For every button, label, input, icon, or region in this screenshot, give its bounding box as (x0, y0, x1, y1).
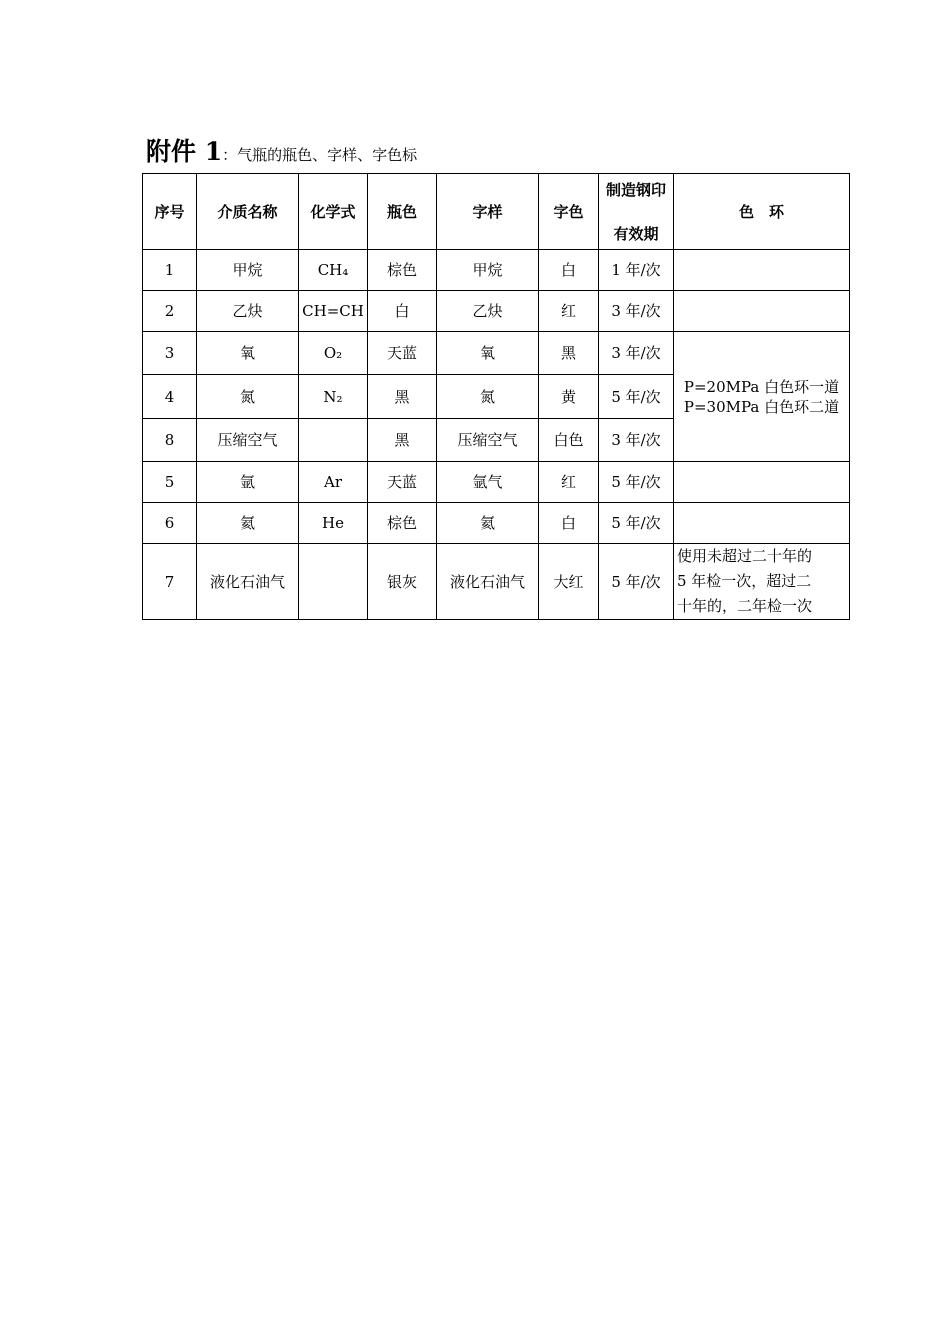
table-row (143, 462, 850, 503)
cell-marking-color: 白 (539, 250, 599, 291)
cell-marking-color: 大红 (539, 544, 599, 620)
header-seq: 序号 (143, 174, 197, 250)
cell-bottle-color: 白 (368, 291, 437, 332)
header-medium: 介质名称 (197, 174, 299, 250)
cell-validity: 3 年/次 (599, 291, 674, 332)
cell-marking: 液化石油气 (437, 544, 539, 620)
cell-marking-color: 黄 (539, 375, 599, 419)
cell-marking-color: 红 (539, 462, 599, 503)
cell-validity: 5 年/次 (599, 375, 674, 419)
cell-validity: 5 年/次 (599, 544, 674, 620)
cell-seq: 7 (143, 544, 197, 620)
cell-marking-color: 白 (539, 503, 599, 544)
note-line-3: 十年的，二年检一次 (677, 597, 813, 615)
cell-medium: 氦 (197, 503, 299, 544)
cell-formula: O₂ (299, 332, 368, 375)
cell-medium: 液化石油气 (197, 544, 299, 620)
cell-seq: 6 (143, 503, 197, 544)
gas-cylinder-table (142, 173, 850, 620)
table-row (143, 250, 850, 291)
table-row (143, 544, 850, 620)
cell-validity: 3 年/次 (599, 419, 674, 462)
cell-bottle-color: 黑 (368, 375, 437, 419)
cell-bottle-color: 黑 (368, 419, 437, 462)
cell-bottle-color: 棕色 (368, 503, 437, 544)
cell-bottle-color: 天蓝 (368, 462, 437, 503)
cell-marking: 氧 (437, 332, 539, 375)
cell-marking: 压缩空气 (437, 419, 539, 462)
header-marking: 字样 (437, 174, 539, 250)
cell-seq: 1 (143, 250, 197, 291)
cell-ring-inspection-note (674, 544, 850, 620)
cell-medium: 氮 (197, 375, 299, 419)
cell-marking: 氩气 (437, 462, 539, 503)
cell-formula: Ar (299, 462, 368, 503)
cell-bottle-color: 银灰 (368, 544, 437, 620)
cell-formula (299, 419, 368, 462)
cell-ring (674, 503, 850, 544)
cell-validity: 3 年/次 (599, 332, 674, 375)
cell-marking-color: 黑 (539, 332, 599, 375)
cell-formula: CH₄ (299, 250, 368, 291)
ring-line-20mpa: P=20MPa 白色环一道 (683, 377, 840, 396)
cell-formula: CH=CH (299, 291, 368, 332)
cell-marking: 甲烷 (437, 250, 539, 291)
attachment-label: 附件 1 (146, 137, 223, 166)
cell-bottle-color: 棕色 (368, 250, 437, 291)
header-marking-color: 字色 (539, 174, 599, 250)
cell-formula: He (299, 503, 368, 544)
cell-validity: 5 年/次 (599, 503, 674, 544)
header-stamp-line1: 制造钢印 (605, 180, 666, 199)
attachment-heading (146, 132, 417, 168)
cell-medium: 甲烷 (197, 250, 299, 291)
cell-medium: 压缩空气 (197, 419, 299, 462)
cell-marking-color: 红 (539, 291, 599, 332)
cell-validity: 5 年/次 (599, 462, 674, 503)
cell-marking: 乙炔 (437, 291, 539, 332)
cell-ring (674, 291, 850, 332)
cell-formula: N₂ (299, 375, 368, 419)
cell-seq: 4 (143, 375, 197, 419)
header-stamp-validity (599, 174, 674, 250)
table-row (143, 332, 850, 375)
header-stamp-line2: 有效期 (613, 224, 659, 243)
cell-marking: 氦 (437, 503, 539, 544)
cell-marking-color: 白色 (539, 419, 599, 462)
note-line-2: 5 年检一次，超过二 (677, 572, 812, 590)
cell-seq: 8 (143, 419, 197, 462)
header-formula: 化学式 (299, 174, 368, 250)
header-bottle-color: 瓶色 (368, 174, 437, 250)
cell-medium: 乙炔 (197, 291, 299, 332)
note-line-1: 使用未超过二十年的 (677, 547, 813, 565)
cell-seq: 3 (143, 332, 197, 375)
cell-ring (674, 462, 850, 503)
attachment-subtitle: ：气瓶的瓶色、字样、字色标 (222, 146, 418, 164)
cell-ring (674, 250, 850, 291)
header-ring: 色 环 (674, 174, 850, 250)
cell-medium: 氩 (197, 462, 299, 503)
table-row (143, 291, 850, 332)
cell-formula (299, 544, 368, 620)
cell-bottle-color: 天蓝 (368, 332, 437, 375)
cell-seq: 5 (143, 462, 197, 503)
cell-ring-pressure (674, 332, 850, 462)
table-row (143, 503, 850, 544)
cell-marking: 氮 (437, 375, 539, 419)
cell-validity: 1 年/次 (599, 250, 674, 291)
cell-seq: 2 (143, 291, 197, 332)
cell-medium: 氧 (197, 332, 299, 375)
table-header-row (143, 174, 850, 250)
ring-line-30mpa: P=30MPa 白色环二道 (683, 397, 840, 416)
